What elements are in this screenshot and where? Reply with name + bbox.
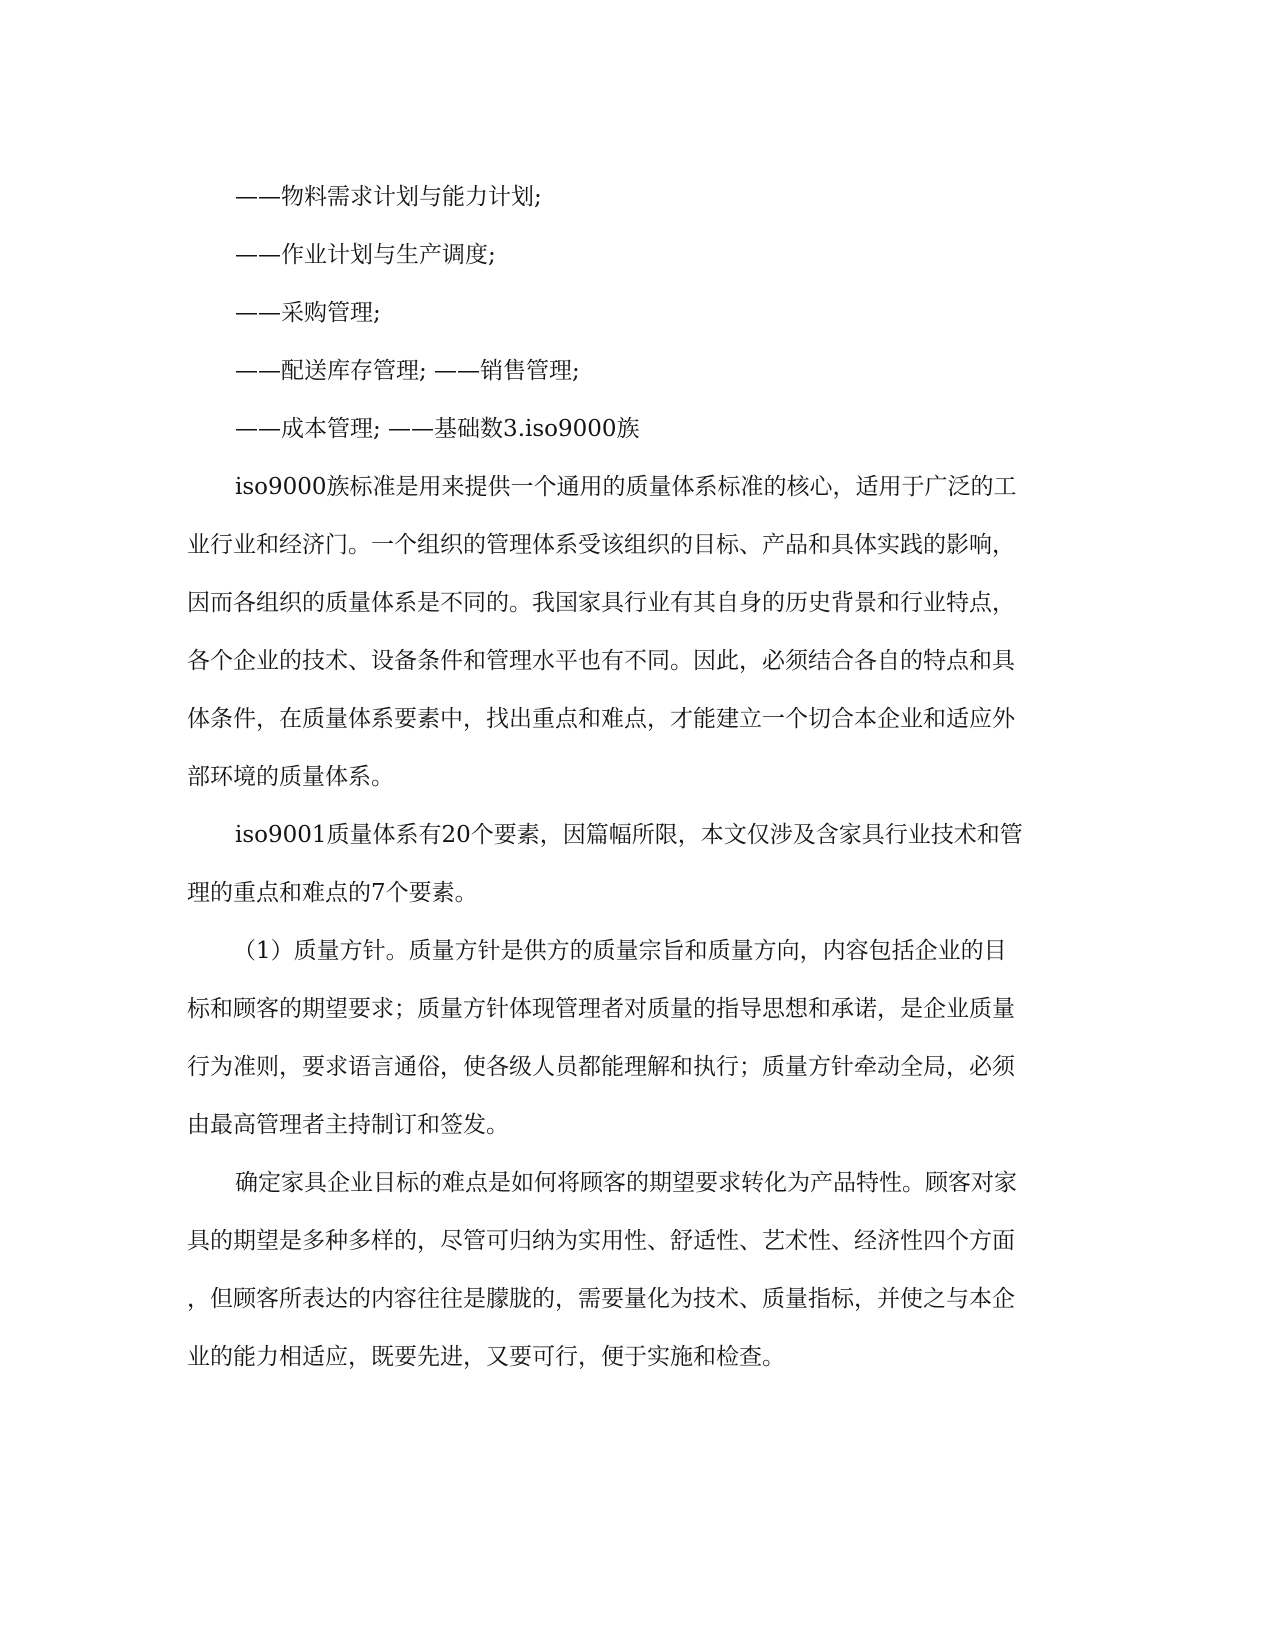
paragraph-line: 各个企业的技术、设备条件和管理水平也有不同。因此，必须结合各自的特点和具 <box>187 648 1015 674</box>
paragraph-enterprise-goals <box>187 1154 1087 1386</box>
paragraph-line: 由最高管理者主持制订和签发。 <box>187 1112 509 1138</box>
paragraph-quality-policy <box>187 922 1087 1154</box>
paragraph-line: ，但顾客所表达的内容往往是朦胧的，需要量化为技术、质量指标，并使之与本企 <box>187 1286 1015 1312</box>
paragraph-line: 确定家具企业目标的难点是如何将顾客的期望要求转化为产品特性。顾客对家 <box>235 1170 1017 1196</box>
paragraph-line: 因而各组织的质量体系是不同的。我国家具行业有其自身的历史背景和行业特点， <box>187 590 1015 616</box>
paragraph-iso9000-intro <box>187 458 1087 806</box>
list-item: ——配送库存管理; ——销售管理; <box>235 358 580 384</box>
paragraph-line: 具的期望是多种多样的，尽管可归纳为实用性、舒适性、艺术性、经济性四个方面 <box>187 1228 1015 1254</box>
list-item: ——作业计划与生产调度; <box>235 242 496 268</box>
paragraph-line: 体条件，在质量体系要素中，找出重点和难点，才能建立一个切合本企业和适应外 <box>187 706 1015 732</box>
paragraph-iso9001-elements <box>187 806 1087 922</box>
document-body <box>187 168 1087 1386</box>
list-item: ——成本管理; ——基础数3.iso9000族 <box>235 416 640 442</box>
paragraph-line: iso9000族标准是用来提供一个通用的质量体系标准的核心，适用于广泛的工 <box>235 474 1017 500</box>
paragraph-line: 部环境的质量体系。 <box>187 764 394 790</box>
list-item: ——采购管理; <box>235 300 381 326</box>
paragraph-line: 理的重点和难点的7个要素。 <box>187 880 478 906</box>
paragraph-line: iso9001质量体系有20个要素，因篇幅所限，本文仅涉及含家具行业技术和管 <box>235 822 1023 848</box>
list-item: ——物料需求计划与能力计划; <box>235 184 542 210</box>
paragraph-line: 标和顾客的期望要求；质量方针体现管理者对质量的指导思想和承诺，是企业质量 <box>187 996 1015 1022</box>
paragraph-line: 行为准则，要求语言通俗，使各级人员都能理解和执行；质量方针牵动全局，必须 <box>187 1054 1015 1080</box>
paragraph-line: 业的能力相适应，既要先进，又要可行，便于实施和检查。 <box>187 1344 785 1370</box>
paragraph-line: （1）质量方针。质量方针是供方的质量宗旨和质量方向，内容包括企业的目 <box>233 938 1007 964</box>
bullet-list <box>187 168 1087 458</box>
paragraph-line: 业行业和经济门。一个组织的管理体系受该组织的目标、产品和具体实践的影响， <box>187 532 1015 558</box>
